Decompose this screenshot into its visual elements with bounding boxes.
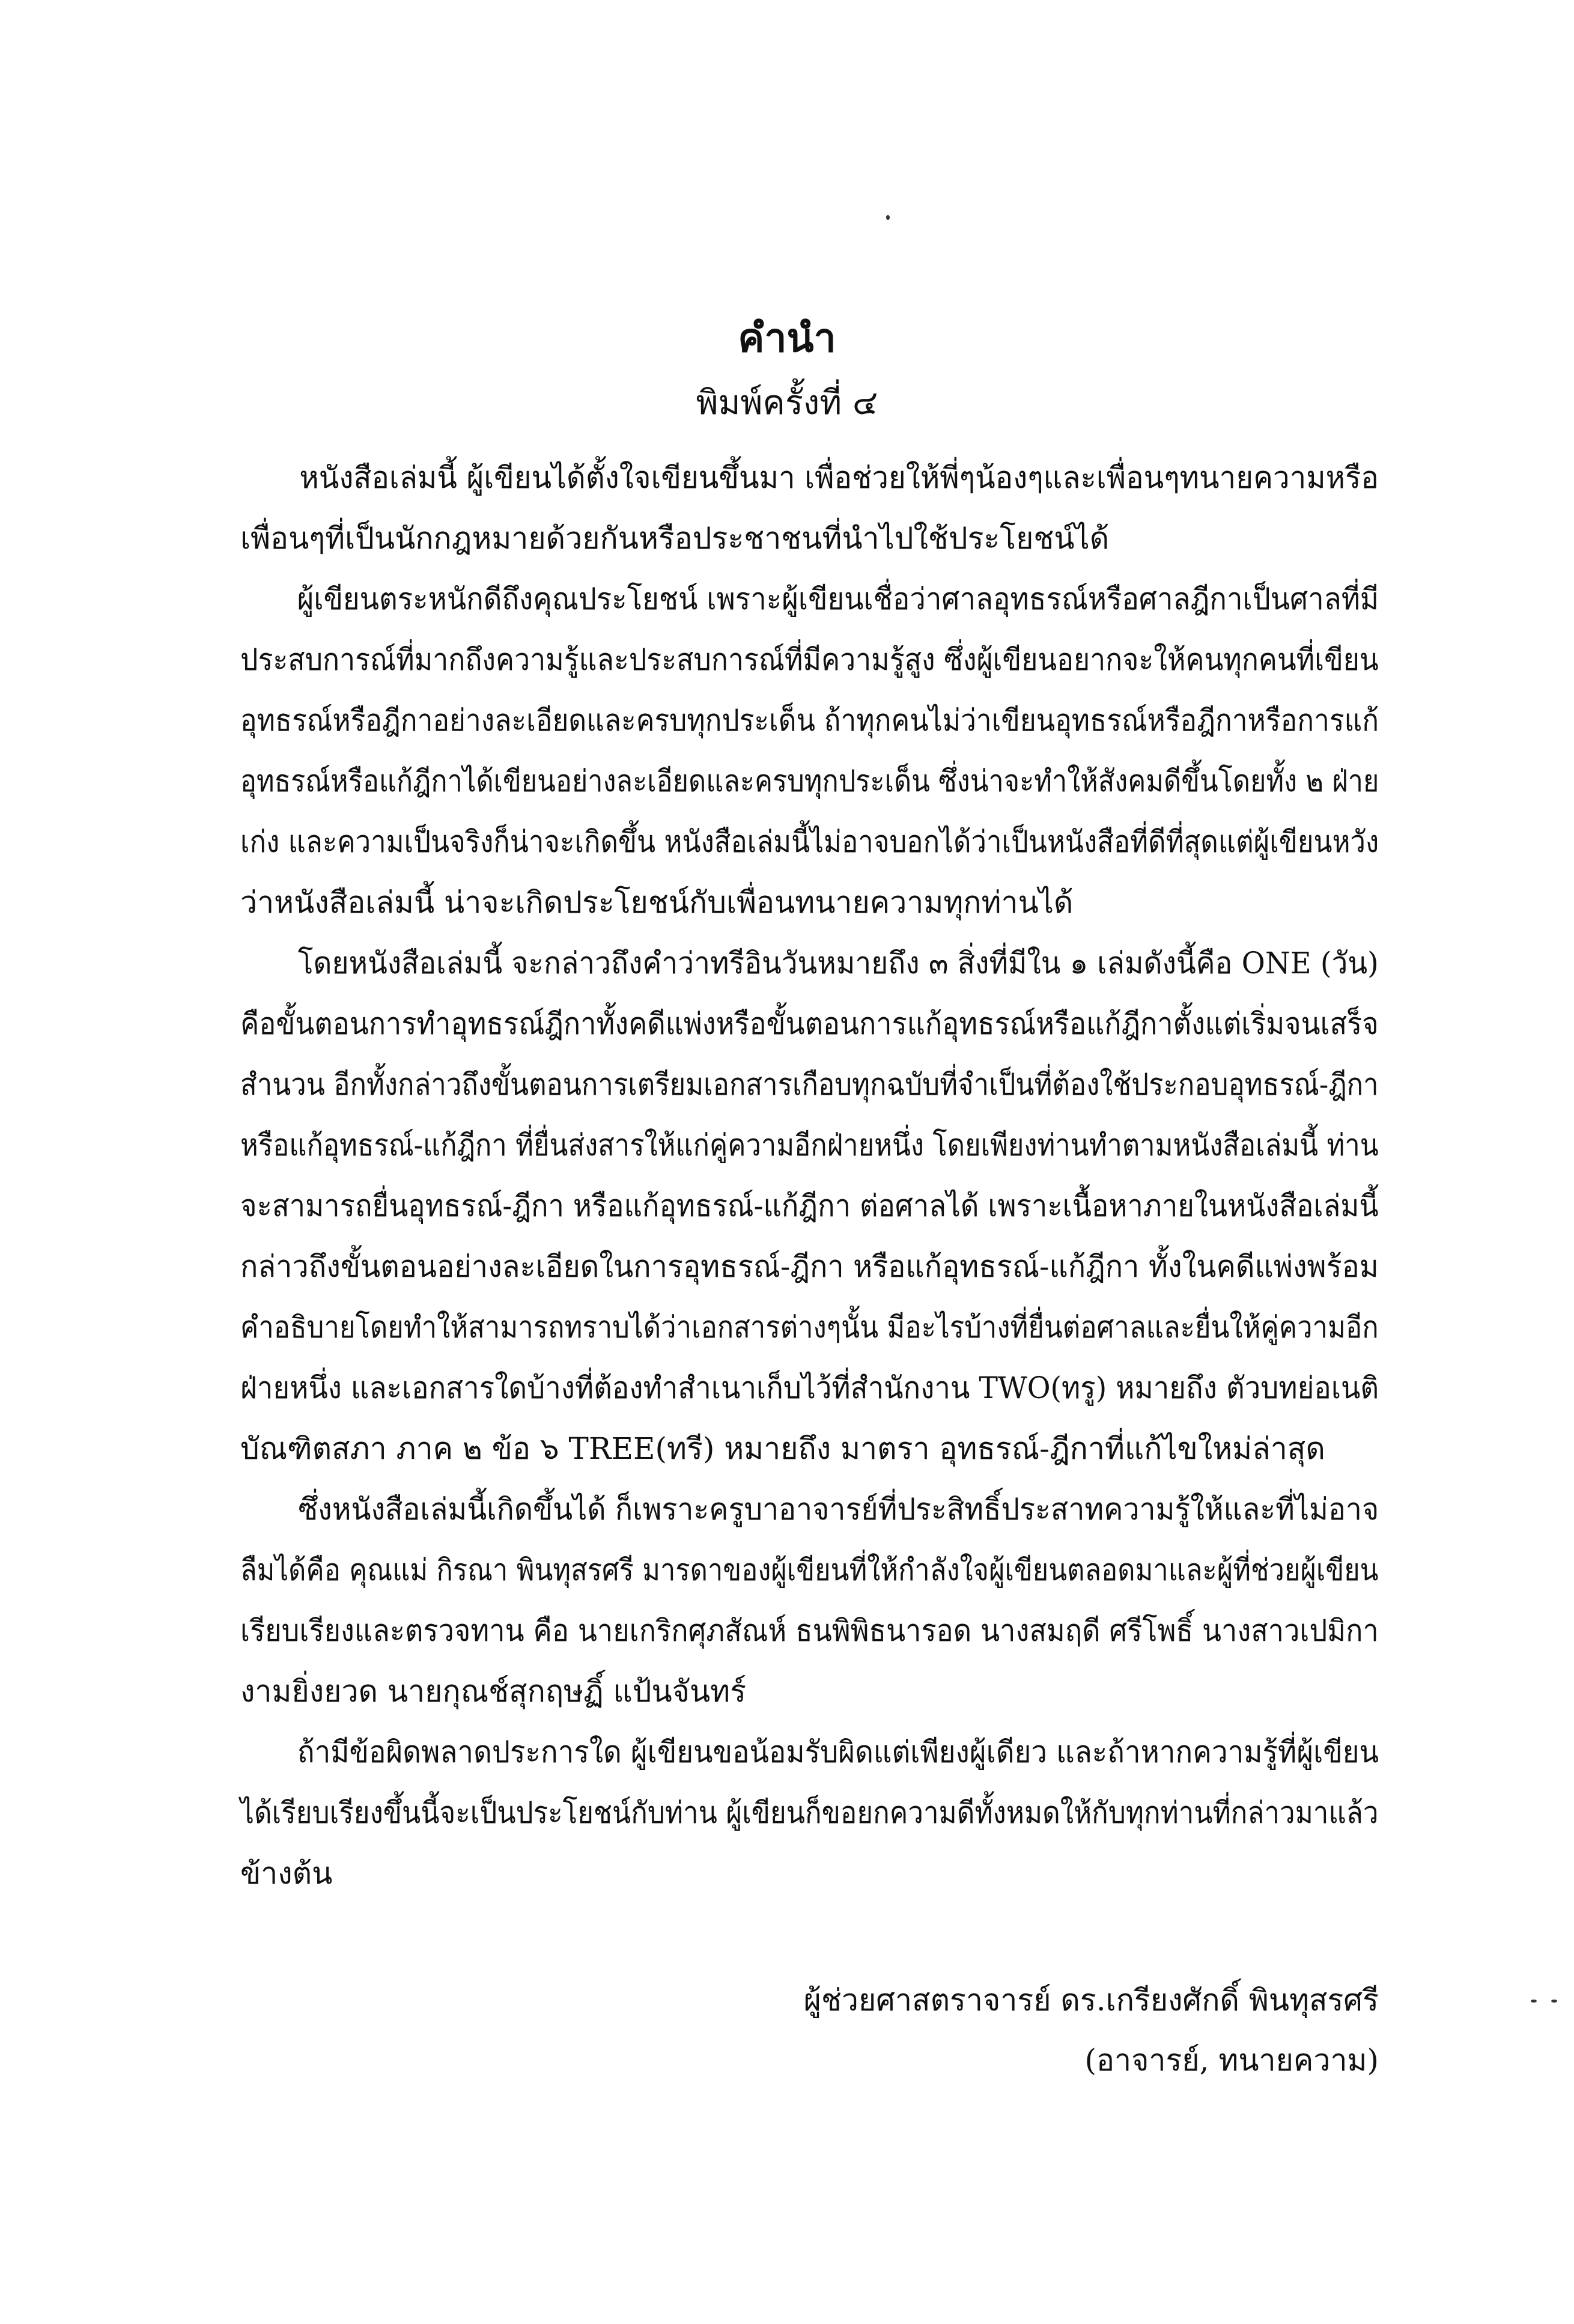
paragraph-line: งามยิ่งยวด นายกุณช์สุกฤษฏิ์ แป้นจันทร์ <box>240 1674 746 1709</box>
paragraph-line: หรือแก้อุทธรณ์-แก้ฎีกา ที่ยื่นส่งสารให้แก่คู่ความอีกฝ่ายหนึ่ง โดยเพียงท่านทำตามหนังสือเล่มนี้ ท่าน <box>240 1128 1379 1163</box>
paragraph-line: ลืมได้คือ คุณแม่ กิรณา พินทุสรศรี มารดาของผู้เขียนที่ให้กำลังใจผู้เขียนตลอดมาและผู้ที่ช่วยผู้เขียน <box>240 1553 1379 1587</box>
paragraph-line: คือขั้นตอนการทำอุทธรณ์ฎีกาทั้งคดีแพ่งหรือขั้นตอนการแก้อุทธรณ์หรือแก้ฎีกาตั้งแต่เริ่มจนเสร็จ <box>240 1006 1379 1041</box>
paragraph-line: ซึ่งหนังสือเล่มนี้เกิดขึ้นได้ ก็เพราะครูบาอาจารย์ที่ประสิทธิ์ประสาทความรู้ให้และที่ไม่อาจ <box>298 1492 1379 1527</box>
paragraph-line: อุทธรณ์หรือแก้ฎีกาได้เขียนอย่างละเอียดและครบทุกประเด็น ซึ่งน่าจะทำให้สังคมดีขึ้นโดยทั้ง ๒ ฝ่าย <box>240 764 1379 798</box>
paragraph-line: ว่าหนังสือเล่มนี้ น่าจะเกิดประโยชน์กับเพื่อนทนายความทุกท่านได้ <box>240 885 1074 920</box>
paragraph-line: ถ้ามีข้อผิดพลาดประการใด ผู้เขียนขอน้อมรับผิดแต่เพียงผู้เดียว และถ้าหากความรู้ที่ผู้เขียน <box>297 1735 1379 1769</box>
paragraph-line: บัณฑิตสภา ภาค ๒ ข้อ ๖ TREE(ทรี) หมายถึง มาตรา อุทธรณ์-ฎีกาที่แก้ไขใหม่ล่าสุด <box>240 1431 1325 1466</box>
paragraph-line: ผู้เขียนตระหนักดีถึงคุณประโยชน์ เพราะผู้เขียนเชื่อว่าศาลอุทธรณ์หรือศาลฎีกาเป็นศาลที่มี <box>297 582 1379 616</box>
edition-subtitle: พิมพ์ครั้งที่ ๔ <box>696 383 878 422</box>
signature-name: ผู้ช่วยศาสตราจารย์ ดร.เกรียงศักดิ์ พินทุสรศรี <box>803 1983 1379 2018</box>
paragraph-line: คำอธิบายโดยทำให้สามารถทราบได้ว่าเอกสารต่างๆนั้น มีอะไรบ้างที่ยื่นต่อศาลและยื่นให้คู่ความอีก <box>240 1310 1379 1345</box>
paragraph-line: หนังสือเล่มนี้ ผู้เขียนได้ตั้งใจเขียนขึ้นมา เพื่อช่วยให้พี่ๆน้องๆและเพื่อนๆทนายความหรือ <box>299 460 1379 495</box>
scan-speck <box>1551 2000 1557 2003</box>
paragraph-line: โดยหนังสือเล่มนี้ จะกล่าวถึงคำว่าทรีอินวันหมายถึง ๓ สิ่งที่มีใน ๑ เล่มดังนี้คือ ONE (วัน) <box>297 946 1379 981</box>
signature-role: (อาจารย์, ทนายความ) <box>1084 2043 1379 2078</box>
paragraph-line: กล่าวถึงขั้นตอนอย่างละเอียดในการอุทธรณ์-ฎีกา หรือแก้อุทธรณ์-แก้ฎีกา ทั้งในคดีแพ่งพร้อม <box>240 1249 1379 1284</box>
paragraph-line: จะสามารถยื่นอุทธรณ์-ฎีกา หรือแก้อุทธรณ์-แก้ฎีกา ต่อศาลได้ เพราะเนื้อหาภายในหนังสือเล่มนี้ <box>240 1188 1379 1223</box>
paragraph-line: ได้เรียบเรียงขึ้นนี้จะเป็นประโยชน์กับท่าน ผู้เขียนก็ขอยกความดีทั้งหมดให้กับทุกท่านที่กล่าวมาแล้ว <box>240 1795 1379 1830</box>
paragraph-line: เพื่อนๆที่เป็นนักกฎหมายด้วยกันหรือประชาชนที่นำไปใช้ประโยชน์ได้ <box>240 521 1110 556</box>
preface-body <box>240 448 1379 1904</box>
paragraph-line: เก่ง และความเป็นจริงก็น่าจะเกิดขึ้น หนังสือเล่มนี้ไม่อาจบอกได้ว่าเป็นหนังสือที่ดีที่สุดแต่ผู้เขียนหวัง <box>240 824 1379 859</box>
scan-speck <box>886 215 890 220</box>
page-title: คำนำ <box>738 314 836 361</box>
paragraph-line: สำนวน อีกทั้งกล่าวถึงขั้นตอนการเตรียมเอกสารเกือบทุกฉบับที่จำเป็นที่ต้องใช้ประกอบอุทธรณ์-ฎีกา <box>240 1067 1379 1102</box>
paragraph-line: ประสบการณ์ที่มากถึงความรู้และประสบการณ์ที่มีความรู้สูง ซึ่งผู้เขียนอยากจะให้คนทุกคนที่เขียน <box>240 642 1379 677</box>
scan-speck <box>1531 2000 1537 2003</box>
paragraph-line: เรียบเรียงและตรวจทาน คือ นายเกริกศุภสัณห์ ธนพิพิธนารอด นางสมฤดี ศรีโพธิ์ นางสาวเปมิกา <box>240 1613 1379 1648</box>
paragraph-line: ฝ่ายหนึ่ง และเอกสารใดบ้างที่ต้องทำสำเนาเก็บไว้ที่สำนักงาน TWO(ทรู) หมายถึง ตัวบทย่อเนติ <box>240 1370 1379 1405</box>
paragraph-line: อุทธรณ์หรือฎีกาอย่างละเอียดและครบทุกประเด็น ถ้าทุกคนไม่ว่าเขียนอุทธรณ์หรือฎีกาหรือการแก้ <box>240 703 1379 738</box>
paragraph-line: ข้างต้น <box>240 1856 333 1891</box>
